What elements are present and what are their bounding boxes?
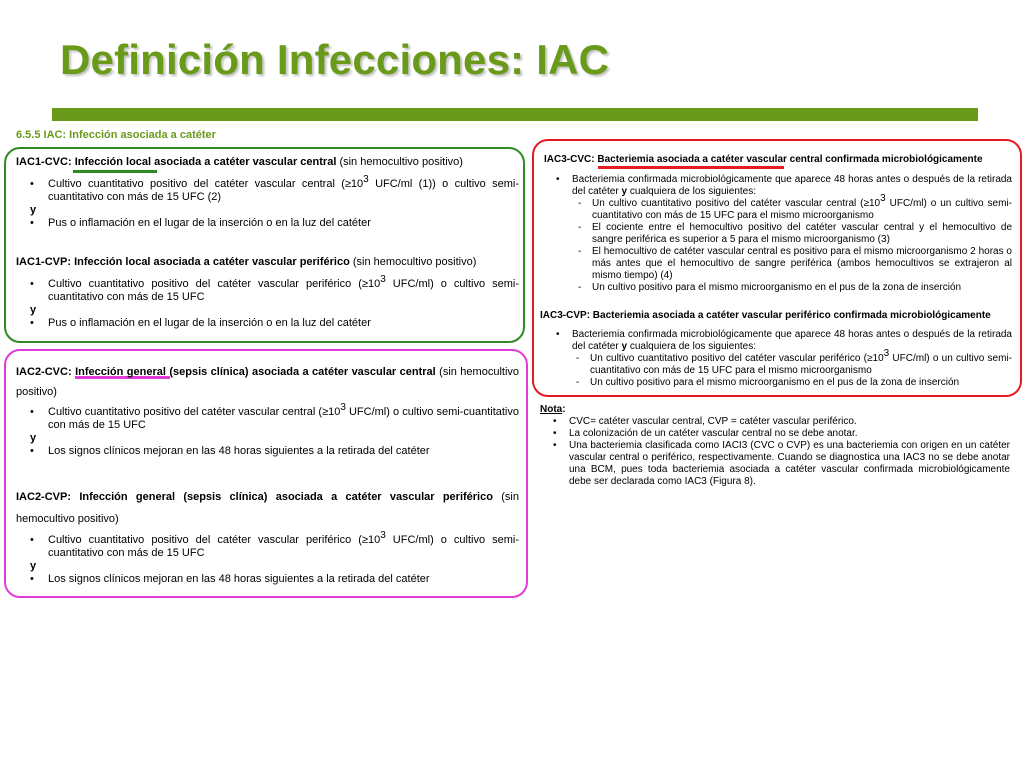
nota-item: • CVC= catéter vascular central, CVP = catéter vascular periférico.	[553, 416, 857, 427]
iac2-cvp-heading: IAC2-CVP: Infección general (sepsis clínica) asociada a catéter vascular periférico (sin hemocultivo positivo)	[16, 491, 519, 525]
slide-title: Definición Infecciones: IAC	[60, 36, 610, 83]
iac1-cvc-heading: IAC1-CVC: Infección local asociada a catéter vascular central (sin hemocultivo positivo)	[16, 156, 463, 168]
iac3-cvc-bullet: • Bacteriemia confirmada microbiológicamente que aparece 48 horas antes o después de la retirada del catéter y cualquiera de los siguientes:	[556, 174, 1012, 197]
iac3-cvp-bullet: • Bacteriemia confirmada microbiológicamente que aparece 48 horas antes o después de la retirada del catéter y cualquiera de los siguientes:	[556, 329, 1012, 352]
section-heading: 6.5.5 IAC: Infección asociada a catéter	[16, 129, 216, 141]
iac1-cvc-bullet-2: • Pus o inflamación en el lugar de la inserción o en la luz del catéter	[30, 217, 371, 229]
iac3-cvp-dash-2: - Un cultivo positivo para el mismo microorganismo en el pus de la zona de inserción	[576, 377, 960, 388]
iac1-cvc-y: y	[30, 204, 37, 216]
iac2-cvc-block	[16, 362, 519, 458]
nota-block	[540, 404, 1010, 488]
iac3-cvp-dash-1: - Un cultivo cuantitativo positivo del catéter vascular periférico ($\ge 10^3$ UFC/ml) o un cultivo semi-cuantitativo con más de 15 UFC para el mismo microorganismo	[576, 348, 1013, 376]
iac2-cvc-y: y	[30, 432, 37, 444]
iac3-cvc-dash-3: - El hemocultivo de catéter vascular central es positivo para el mismo microorganismo 2 horas o más antes que el hemocultivo de sangre periférica (ambos hemocultivos se extrajeron al mismo tiempo) (4)	[578, 246, 1012, 281]
iac2-cvp-y: y	[30, 560, 37, 572]
nota-label: Nota:	[540, 404, 566, 415]
iac2-cvp-block	[16, 486, 519, 586]
iac1-cvp-block	[16, 256, 519, 330]
iac1-cvc-bullet-1: • Cultivo cuantitativo positivo del catéter vascular central ($\ge 10^3$ UFC/ml (1)) o cultivo semi-cuantitativo con más de 15 UFC (2)	[30, 174, 519, 203]
iac3-cvc-dash-2: - El cociente entre el hemocultivo positivo del catéter vascular central y el hemocultivo de sangre periférica es superior a 5 para el mismo microorganismo (3)	[578, 222, 1012, 245]
iac3-cvp-heading: IAC3-CVP: Bacteriemia asociada a catéter vascular periférico confirmada microbiológicamente	[540, 310, 991, 321]
iac3-cvc-dash-1: - Un cultivo cuantitativo positivo del catéter vascular central ($\ge 10^3$ UFC/ml) o un cultivo semi-cuantitativo con más de 15 UFC para el mismo microorganismo	[578, 193, 1012, 221]
iac1-cvp-y: y	[30, 304, 37, 316]
iac3-cvc-dash-4: - Un cultivo positivo para el mismo microorganismo en el pus de la zona de inserción	[578, 282, 962, 293]
iac3-cvc-heading: IAC3-CVC: Bacteriemia asociada a catéter vascular central confirmada microbiológicamente	[544, 154, 983, 165]
iac2-cvp-bullet-2: • Los signos clínicos mejoran en las 48 horas siguientes a la retirada del catéter	[30, 573, 430, 585]
iac3-cvp-block	[540, 310, 1012, 389]
iac1-cvp-bullet-2: • Pus o inflamación en el lugar de la inserción o en la luz del catéter	[30, 317, 371, 329]
iac2-cvc-bullet-1: • Cultivo cuantitativo positivo del catéter vascular central ($\ge 10^3$ UFC/ml) o cultivo semi-cuantitativo con más de 15 UFC	[30, 402, 519, 431]
iac2-cvp-bullet-1: • Cultivo cuantitativo positivo del catéter vascular periférico ($\ge 10^3$ UFC/ml) o cultivo semi-cuantitativo con más de 15 UFC	[30, 530, 519, 559]
iac3-cvc-block	[544, 154, 1012, 294]
title-rule	[52, 108, 978, 121]
nota-item: • Una bacteriemia clasificada como IACI3 (CVC o CVP) es una bacteriemia con origen en un catéter vascular central o periférico, respectivamente. Cuando se diagnostica una IAC3 no se debe anotar una BCM, pues toda bacteriemia asociada a catéter vascular confirmada microbiológicamente debe ser declarada como IAC3 (Figura 8).	[553, 440, 1010, 487]
iac1-cvc-block	[16, 156, 519, 230]
iac2-cvc-heading: IAC2-CVC: Infección general (sepsis clínica) asociada a catéter vascular central (sin hemocultivo positivo)	[16, 366, 520, 398]
iac2-cvc-bullet-2: • Los signos clínicos mejoran en las 48 horas siguientes a la retirada del catéter	[30, 445, 430, 457]
nota-item: • La colonización de un catéter vascular central no se debe anotar.	[553, 428, 858, 439]
iac1-cvp-bullet-1: • Cultivo cuantitativo positivo del catéter vascular periférico ($\ge 10^3$ UFC/ml) o cultivo semi-cuantitativo con más de 15 UFC	[30, 274, 519, 303]
iac1-cvp-heading: IAC1-CVP: Infección local asociada a catéter vascular periférico (sin hemocultivo positivo)	[16, 256, 477, 268]
